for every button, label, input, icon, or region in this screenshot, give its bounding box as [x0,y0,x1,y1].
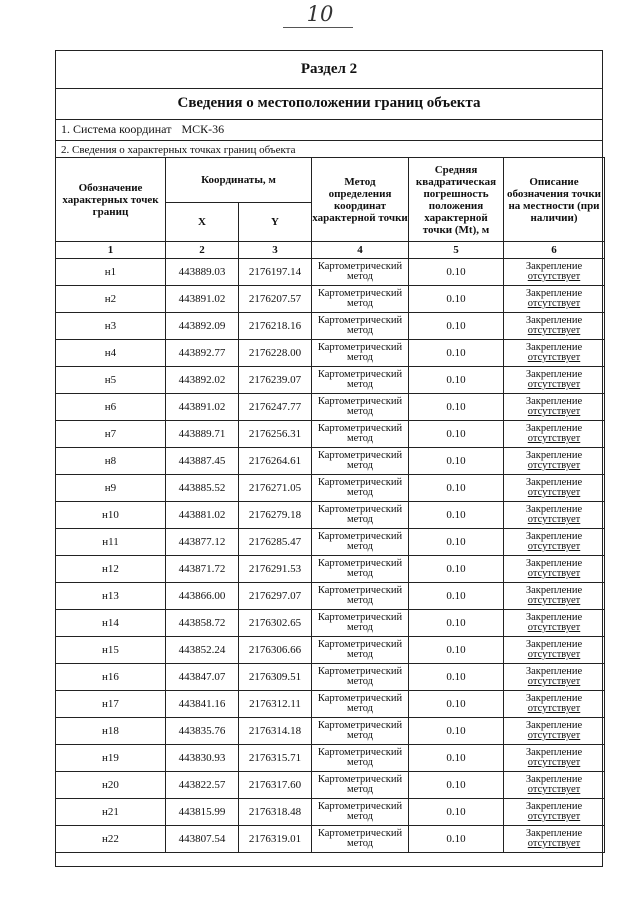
description-text: отсутствует [527,703,581,714]
coord-y: 2176279.18 [239,502,312,529]
method-cell [312,826,409,853]
description-text: Закрепление [525,585,583,596]
table-row [56,664,605,691]
accuracy-value: 0.10 [409,826,504,853]
method-text: Картометрический [317,423,403,434]
table-row [56,448,605,475]
coord-x: 443815.99 [166,799,239,826]
description-text: Закрепление [525,828,583,839]
coord-y: 2176218.16 [239,313,312,340]
coord-y: 2176317.60 [239,772,312,799]
method-text: метод [346,676,374,687]
table-row [56,556,605,583]
point-name: н10 [56,502,166,529]
method-text: метод [346,271,374,282]
accuracy-value: 0.10 [409,583,504,610]
point-name: н1 [56,259,166,286]
method-cell [312,340,409,367]
description-text: Закрепление [525,504,583,515]
method-cell [312,772,409,799]
method-text: метод [346,406,374,417]
method-text: метод [346,352,374,363]
method-text: Картометрический [317,774,403,785]
description-text: отсутствует [527,379,581,390]
table-row [56,259,605,286]
description-text: Закрепление [525,693,583,704]
coord-x: 443892.09 [166,313,239,340]
method-cell [312,637,409,664]
coord-y: 2176302.65 [239,610,312,637]
description-text: отсутствует [527,406,581,417]
point-name: н11 [56,529,166,556]
method-text: Картометрический [317,747,403,758]
method-text: Картометрический [317,288,403,299]
description-cell [504,502,605,529]
method-text: Картометрический [317,612,403,623]
method-cell [312,421,409,448]
description-text: Закрепление [525,477,583,488]
method-text: Картометрический [317,342,403,353]
description-cell [504,340,605,367]
point-name: н19 [56,745,166,772]
coord-x: 443871.72 [166,556,239,583]
table-row [56,394,605,421]
accuracy-value: 0.10 [409,313,504,340]
description-text: отсутствует [527,514,581,525]
method-text: Картометрический [317,450,403,461]
table-row [56,826,605,853]
description-cell [504,826,605,853]
coordinate-system-row [56,119,602,141]
description-text: Закрепление [525,396,583,407]
method-text: метод [346,730,374,741]
method-text: метод [346,595,374,606]
description-cell [504,610,605,637]
accuracy-value: 0.10 [409,556,504,583]
column-number-row [56,242,605,259]
coord-y: 2176207.57 [239,286,312,313]
method-cell [312,799,409,826]
method-cell [312,529,409,556]
column-number: 1 [56,242,166,259]
method-text: метод [346,514,374,525]
method-text: Картометрический [317,261,403,272]
point-name: н18 [56,718,166,745]
description-cell [504,556,605,583]
method-cell [312,664,409,691]
coord-x: 443807.54 [166,826,239,853]
point-name: н15 [56,637,166,664]
method-cell [312,448,409,475]
description-text: отсутствует [527,838,581,849]
point-name: н22 [56,826,166,853]
description-text: отсутствует [527,622,581,633]
method-cell [312,259,409,286]
description-text: Закрепление [525,612,583,623]
accuracy-value: 0.10 [409,448,504,475]
method-text: метод [346,433,374,444]
description-text: отсутствует [527,676,581,687]
coord-y: 2176239.07 [239,367,312,394]
table-row [56,421,605,448]
coord-y: 2176309.51 [239,664,312,691]
accuracy-value: 0.10 [409,745,504,772]
description-cell [504,799,605,826]
coord-x: 443841.16 [166,691,239,718]
table-row [56,772,605,799]
table-row [56,367,605,394]
accuracy-value: 0.10 [409,718,504,745]
point-name: н14 [56,610,166,637]
point-name: н8 [56,448,166,475]
method-cell [312,475,409,502]
accuracy-value: 0.10 [409,610,504,637]
coord-y: 2176312.11 [239,691,312,718]
method-cell [312,313,409,340]
coord-y: 2176285.47 [239,529,312,556]
column-number: 6 [504,242,605,259]
point-name: н6 [56,394,166,421]
header-method: Метод определения координат характерной точки [312,158,409,242]
method-text: метод [346,622,374,633]
point-name: н17 [56,691,166,718]
header-description: Описание обозначения точки на местности (при наличии) [504,158,605,242]
description-text: Закрепление [525,666,583,677]
header-y: Y [239,203,312,242]
description-cell [504,718,605,745]
method-cell [312,718,409,745]
accuracy-value: 0.10 [409,286,504,313]
description-cell [504,637,605,664]
description-cell [504,448,605,475]
coord-x: 443891.02 [166,286,239,313]
coord-y: 2176228.00 [239,340,312,367]
description-text: Закрепление [525,369,583,380]
column-number: 2 [166,242,239,259]
coord-x: 443847.07 [166,664,239,691]
method-text: Картометрический [317,531,403,542]
method-text: метод [346,325,374,336]
description-cell [504,745,605,772]
point-name: н13 [56,583,166,610]
page-number: 10 [306,2,334,26]
description-text: Закрепление [525,261,583,272]
coord-x: 443830.93 [166,745,239,772]
point-name: н5 [56,367,166,394]
description-cell [504,286,605,313]
coord-y: 2176306.66 [239,637,312,664]
coord-x: 443835.76 [166,718,239,745]
description-text: отсутствует [527,568,581,579]
accuracy-value: 0.10 [409,259,504,286]
point-name: н3 [56,313,166,340]
description-text: отсутствует [527,271,581,282]
description-text: Закрепление [525,801,583,812]
method-text: метод [346,649,374,660]
description-text: отсутствует [527,325,581,336]
description-text: Закрепление [525,531,583,542]
coord-y: 2176318.48 [239,799,312,826]
column-number: 3 [239,242,312,259]
table-row [56,286,605,313]
point-name: н7 [56,421,166,448]
table-row [56,799,605,826]
method-text: Картометрический [317,504,403,515]
coord-y: 2176197.14 [239,259,312,286]
coord-x: 443892.02 [166,367,239,394]
description-text: Закрепление [525,639,583,650]
method-text: Картометрический [317,693,403,704]
coord-x: 443866.00 [166,583,239,610]
accuracy-value: 0.10 [409,394,504,421]
method-cell [312,556,409,583]
method-text: метод [346,757,374,768]
coord-x: 443822.57 [166,772,239,799]
description-cell [504,313,605,340]
description-text: отсутствует [527,298,581,309]
accuracy-value: 0.10 [409,637,504,664]
description-text: отсутствует [527,730,581,741]
coord-y: 2176256.31 [239,421,312,448]
point-name: н2 [56,286,166,313]
method-text: Картометрический [317,720,403,731]
point-name: н16 [56,664,166,691]
method-text: Картометрический [317,828,403,839]
description-text: отсутствует [527,784,581,795]
method-cell [312,583,409,610]
method-text: метод [346,460,374,471]
method-cell [312,286,409,313]
description-text: Закрепление [525,423,583,434]
table-row [56,529,605,556]
description-cell [504,367,605,394]
coord-y: 2176314.18 [239,718,312,745]
coord-y: 2176247.77 [239,394,312,421]
table-row [56,691,605,718]
description-text: отсутствует [527,460,581,471]
description-text: отсутствует [527,541,581,552]
coord-y: 2176264.61 [239,448,312,475]
description-cell [504,583,605,610]
description-text: Закрепление [525,558,583,569]
coord-y: 2176297.07 [239,583,312,610]
table-row [56,475,605,502]
description-cell [504,421,605,448]
method-text: Картометрический [317,585,403,596]
table-row [56,583,605,610]
method-text: метод [346,298,374,309]
description-text: отсутствует [527,757,581,768]
coordinate-system-label: 1. Система координат [61,122,172,136]
table-row [56,340,605,367]
method-cell [312,394,409,421]
coord-x: 443889.71 [166,421,239,448]
method-cell [312,367,409,394]
coord-x: 443858.72 [166,610,239,637]
coord-y: 2176319.01 [239,826,312,853]
point-name: н9 [56,475,166,502]
coord-x: 443885.52 [166,475,239,502]
accuracy-value: 0.10 [409,529,504,556]
point-name: н12 [56,556,166,583]
method-cell [312,502,409,529]
points-table [55,157,605,853]
description-text: Закрепление [525,288,583,299]
description-cell [504,529,605,556]
method-text: Картометрический [317,396,403,407]
accuracy-value: 0.10 [409,691,504,718]
description-text: отсутствует [527,595,581,606]
point-name: н21 [56,799,166,826]
table-header-row [56,158,605,203]
coord-x: 443852.24 [166,637,239,664]
header-accuracy: Средняя квадратическая погрешность положения характерной точки (Mt), м [409,158,504,242]
description-text: отсутствует [527,487,581,498]
method-text: метод [346,568,374,579]
table-row [56,718,605,745]
description-cell [504,691,605,718]
description-text: отсутствует [527,352,581,363]
description-cell [504,475,605,502]
method-text: Картометрический [317,369,403,380]
coord-x: 443887.45 [166,448,239,475]
method-text: Картометрический [317,639,403,650]
method-text: Картометрический [317,315,403,326]
description-text: Закрепление [525,747,583,758]
table-row [56,502,605,529]
description-cell [504,772,605,799]
accuracy-value: 0.10 [409,421,504,448]
header-x: X [166,203,239,242]
coord-x: 443889.03 [166,259,239,286]
table-row [56,313,605,340]
accuracy-value: 0.10 [409,340,504,367]
table-row [56,610,605,637]
description-text: отсутствует [527,433,581,444]
description-text: отсутствует [527,649,581,660]
document-frame [55,50,603,867]
point-name: н20 [56,772,166,799]
description-cell [504,394,605,421]
method-text: метод [346,541,374,552]
section-title: Раздел 2 [56,51,602,89]
description-text: Закрепление [525,774,583,785]
method-text: метод [346,811,374,822]
column-number: 4 [312,242,409,259]
coord-y: 2176271.05 [239,475,312,502]
method-cell [312,745,409,772]
description-text: Закрепление [525,450,583,461]
coord-y: 2176291.53 [239,556,312,583]
method-text: Картометрический [317,801,403,812]
table-row [56,745,605,772]
coord-x: 443881.02 [166,502,239,529]
coord-y: 2176315.71 [239,745,312,772]
method-text: Картометрический [317,477,403,488]
accuracy-value: 0.10 [409,475,504,502]
description-text: отсутствует [527,811,581,822]
accuracy-value: 0.10 [409,664,504,691]
table-row [56,637,605,664]
method-text: метод [346,379,374,390]
accuracy-value: 0.10 [409,502,504,529]
column-number: 5 [409,242,504,259]
method-text: метод [346,784,374,795]
description-cell [504,664,605,691]
accuracy-value: 0.10 [409,367,504,394]
points-caption: 2. Сведения о характерных точках границ объекта [61,143,296,156]
method-text: Картометрический [317,666,403,677]
coordinate-system-value: МСК-36 [181,122,225,136]
method-text: метод [346,487,374,498]
header-designation: Обозначение характерных точек границ [56,158,166,242]
page-number-underline [283,27,353,28]
method-text: Картометрический [317,558,403,569]
method-text: метод [346,703,374,714]
header-coordinates: Координаты, м [166,158,312,203]
description-text: Закрепление [525,342,583,353]
method-text: метод [346,838,374,849]
object-title: Сведения о местоположении границ объекта [56,88,602,120]
coord-x: 443892.77 [166,340,239,367]
accuracy-value: 0.10 [409,772,504,799]
description-cell [504,259,605,286]
method-cell [312,691,409,718]
point-name: н4 [56,340,166,367]
accuracy-value: 0.10 [409,799,504,826]
description-text: Закрепление [525,315,583,326]
description-text: Закрепление [525,720,583,731]
coord-x: 443891.02 [166,394,239,421]
method-cell [312,610,409,637]
coord-x: 443877.12 [166,529,239,556]
